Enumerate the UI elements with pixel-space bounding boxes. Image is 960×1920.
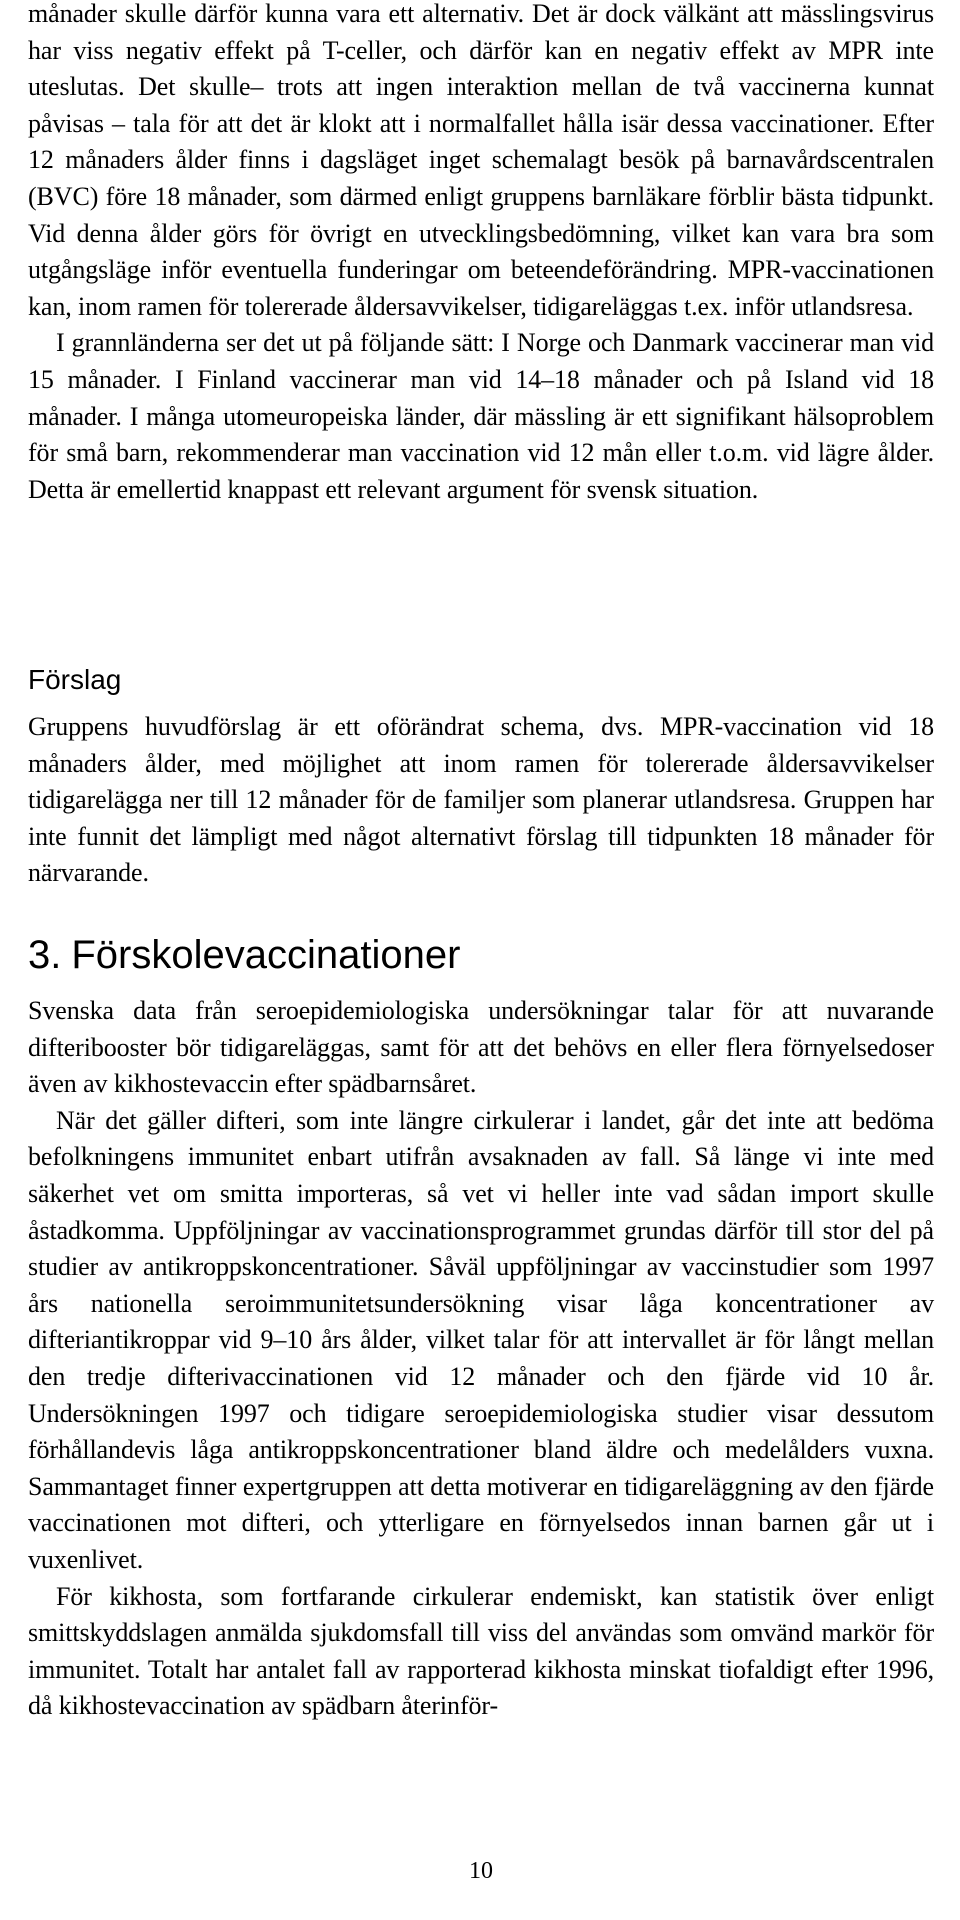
section-number: 3.: [28, 933, 62, 977]
section-heading: [28, 933, 460, 978]
section-paragraph-2: När det gäller difteri, som inte längre cirkulerar i landet, går det inte att bedöma befolkningens immunitet enbart utifrån avsaknaden av fall. Så länge vi inte med säkerhet vet om smitta importeras, så vet vi heller inte vad sådan import skulle åstadkomma. Uppföljningar av vaccinationsprogrammet grundas därför till stor del på studier av antikroppskoncentrationer. Såväl uppföljningar av vaccinstudier som 1997 års nationella seroimmunitetsundersökning visar låga koncentrationer av difteriantikroppar vid 9–10 års ålder, vilket talar för att intervallet är för långt mellan den tredje difterivaccinationen vid 12 månader och den fjärde vid 10 år. Undersökningen 1997 och tidigare seroepidemiologiska studier visar dessutom förhållandevis låga antikroppskoncentrationer bland äldre och medelålders vuxna. Sammantaget finner expertgruppen att detta motiverar en tidigareläggning av den fjärde vaccinationen mot difteri, och ytterligare en förnyelsedos innan barnen går ut i vuxenlivet.: [28, 1105, 934, 1574]
section-title: Förskolevaccinationer: [71, 933, 461, 977]
forslag-paragraph: Gruppens huvudförslag är ett oförändrat schema, dvs. MPR-vaccination vid 18 månaders ålder, med möjlighet att inom ramen för tolererade åldersavvikelser tidigarelägga ner till 12 månader för de familjer som planerar utlandsresa. Gruppen har inte funnit det lämpligt med något alternativt förslag till tidpunkten 18 månader för närvarande.: [28, 712, 934, 888]
section-paragraph-3: För kikhosta, som fortfarande cirkulerar endemiskt, kan statistik över enligt smittskyddslagen anmälda sjukdomsfall till viss del användas som omvänd markör för immunitet. Totalt har antalet fall av rapporterad kikhosta minskat tiofaldigt efter 1996, då kikhostevaccination av spädbarn återinför-: [28, 1581, 934, 1721]
section-text-block: [28, 993, 934, 1725]
page-number: 10: [469, 1858, 493, 1884]
forslag-heading: Förslag: [28, 664, 122, 695]
intro-paragraph-2: I grannländerna ser det ut på följande sätt: I Norge och Danmark vaccinerar man vid 15 månader. I Finland vaccinerar man vid 14–18 månader och på Island vid 18 månader. I många utomeuropeiska länder, där mässling är ett signifikant hälsoproblem för små barn, rekommenderar man vaccination vid 12 mån eller t.o.m. vid lägre ålder. Detta är emellertid knappast ett relevant argument för svensk situation.: [28, 328, 934, 504]
intro-paragraph-1: månader skulle därför kunna vara ett alternativ. Det är dock välkänt att mässlingsvirus har viss negativ effekt på T-celler, och därför kan en negativ effekt av MPR inte uteslutas. Det skulle– trots att ingen interaktion mellan de två vaccinerna kunnat påvisas – tala för att det är klokt att i normalfallet hålla isär dessa vaccinationer. Efter 12 månaders ålder finns i dagsläget inget schemalagt besök på barnavårdscentralen (BVC) före 18 månader, som därmed enligt gruppens barnläkare förblir bästa tidpunkt. Vid denna ålder görs för övrigt en utvecklingsbedömning, vilket kan vara bra som utgångsläge inför eventuella funderingar om beteendeförändring. MPR-vaccinationen kan, inom ramen för tolererade åldersavvikelser, tidigareläggas t.ex. inför utlandsresa.: [28, 0, 934, 321]
section-paragraph-1: Svenska data från seroepidemiologiska undersökningar talar för att nuvarande difteribooster bör tidigareläggas, samt för att det behövs en eller flera förnyelsedoser även av kikhostevaccin efter spädbarnsåret.: [28, 996, 934, 1099]
document-page: [28, 0, 934, 1920]
forslag-text-block: [28, 709, 934, 892]
intro-text-block: [28, 0, 934, 508]
